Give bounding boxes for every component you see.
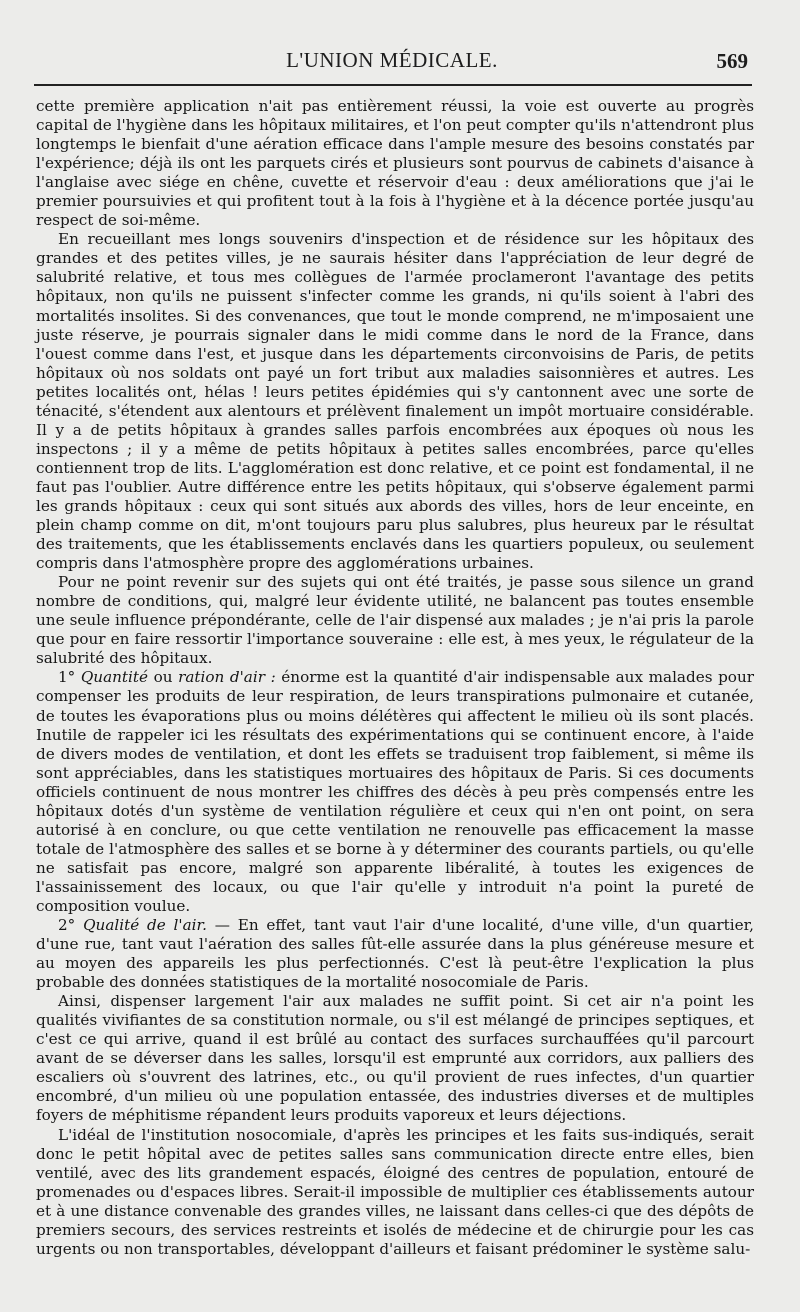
paragraph-air-quantity bbox=[36, 668, 754, 916]
paragraph-text: énorme est la quantité d'air indispensable aux malades pour compenser les produits de leur respiration, de leurs transpirations pulmonaire et cutanée, de toutes les évaporations plus ou moins délétères qui affectent le milieu où ils sont placés. Inutile de rappeler ici les résultats des expérimentations qui se continuent encore, à l'aide de divers modes de ventilation, et dont les effets se traduisent trop faiblement, si même ils sont appréciables, dans les statistiques mortuaires des hôpitaux de Paris. Si ces documents officiels continuent de nous montrer les chiffres des décès à peu près compensés entre les hôpitaux dotés d'un système de ventilation régulière et ceux qui n'en ont point, on sera autorisé à en conclure, ou que cette ventilation ne renouvelle pas efficacement la masse totale de l'atmosphère des salles et se borne à y déterminer des courants partiels, ou qu'elle ne satisfait pas encore, malgré son apparente libéralité, à toutes les exigences de l'assainissement des locaux, ou que l'air qu'elle y introduit n'a point la pureté de composition voulue. bbox=[36, 668, 754, 915]
paragraph-air-influence: Pour ne point revenir sur des sujets qui ont été traités, je passe sous silence un grand nombre de conditions, qui, malgré leur évidente utilité, ne balancent pas toutes ensemble une seule influence prépondérante, celle de l'air dispensé aux malades ; je n'ai pris la parole que pour en faire ressortir l'importance souveraine : elle est, à mes yeux, le régulateur de la salubrité des hôpitaux. bbox=[36, 573, 754, 668]
paragraph-air-quality bbox=[36, 916, 754, 992]
running-title: L'UNION MÉDICALE. bbox=[286, 48, 498, 72]
header-rule bbox=[34, 84, 752, 86]
heading-connector: ou bbox=[147, 668, 179, 687]
section-heading: Quantité bbox=[80, 668, 148, 687]
section-heading: Qualité de l'air. bbox=[83, 916, 207, 935]
paragraph-air-contamination: Ainsi, dispenser largement l'air aux malades ne suffit point. Si cet air n'a point les qualités vivifiantes de sa constitution normale, ou s'il est mélangé de principes septiques, et c'est ce qui arrive, quand il est brûlé au contact des surfaces surchauffées qu'il parcourt avant de se déverser dans les salles, lorsqu'il est emprunté aux corridors, aux palliers des escaliers où s'ouvrent des latrines, etc., ou qu'il provient de rues infectes, d'un quartier encombré, d'un milieu où une population entassée, des industries diverses et de multiples foyers de méphitisme répandent leurs produits vaporeux et leurs déjections. bbox=[36, 992, 754, 1125]
paragraph-text: — En effet, tant vaut l'air d'une localité, d'une ville, d'un quartier, d'une rue, tant vaut l'aération des salles fût-elle assurée dans la plus généreuse mesure et au moyen des appareils les plus perfectionnés. C'est là peut-être l'explication la plus probable des données statistiques de la mortalité nosocomiale de Paris. bbox=[36, 916, 754, 992]
paragraph-ideal-hospital: L'idéal de l'institution nosocomiale, d'après les principes et les faits sus-indiqués, serait donc le petit hôpital avec de petites salles sans communication directe entre elles, bien ventilé, avec des lits grandement espacés, éloigné des centres de population, entouré de promenades ou d'espaces libres. Serait-il impossible de multiplier ces établissements autour et à une distance convenable des grandes villes, ne laissant dans celles-ci que des dépôts de premiers secours, des services restreints et isolés de médecine et de chirurgie pour les cas urgents ou non transportables, développant d'ailleurs et faisant prédominer le système salu- bbox=[36, 1125, 754, 1258]
section-number: 2° bbox=[58, 916, 84, 935]
paragraph-continued: cette première application n'ait pas entièrement réussi, la voie est ouverte au progrès capital de l'hygiène dans les hôpitaux militaires, et l'on peut compter qu'ils n'attendront plus longtemps le bienfait d'une aération efficace dans l'ample mesure des besoins constatés par l'expérience; déjà ils ont les parquets cirés et plusieurs sont pourvus de cabinets d'aisance à l'anglaise avec siége en chêne, cuvette et réservoir d'eau : deux améliorations que j'ai le premier poursuivies et qui profitent tout à la fois à l'hygiène et à la décence portée jusqu'au respect de soi-même. bbox=[36, 97, 754, 230]
section-number: 1° bbox=[58, 668, 81, 687]
article-body bbox=[36, 97, 754, 1259]
page-number: 569 bbox=[716, 49, 748, 73]
running-header bbox=[36, 48, 748, 82]
paragraph-small-hospitals: En recueillant mes longs souvenirs d'inspection et de résidence sur les hôpitaux des grandes et des petites villes, je ne saurais hésiter dans l'appréciation de leur degré de salubrité relative, et tous mes collègues de l'armée proclameront l'avantage des petits hôpitaux, non qu'ils ne puissent s'infecter comme les grands, ni qu'ils soient à l'abri des mortalités insolites. Si des convenances, que tout le monde comprend, ne m'imposaient une juste réserve, je pourrais signaler dans le midi comme dans le nord de la France, dans l'ouest comme dans l'est, et jusque dans les départements circonvoisins de Paris, de petits hôpitaux où nos soldats ont payé un fort tribut aux maladies saisonnières et autres. Les petites localités ont, hélas ! leurs petites épidémies qui s'y cantonnent avec une sorte de ténacité, s'étendent aux alentours et prélèvent finalement un impôt mortuaire considérable. Il y a de petits hôpitaux à grandes salles parfois encombrées aux époques où nous les inspectons ; il y a même de petits hôpitaux à petites salles encombrées, parce qu'elles contiennent trop de lits. L'agglomération est donc relative, et ce point est fondamental, il ne faut pas l'oublier. Autre différence entre les petits hôpitaux, qui s'observe également parmi les grands hôpitaux : ceux qui sont situés aux abords des villes, hors de leur enceinte, en plein champ comme on dit, m'ont toujours paru plus salubres, plus heureux par le résultat des traitements, que les établissements enclavés dans les quartiers populeux, ou seulement compris dans l'atmosphère propre des agglomérations urbaines. bbox=[36, 230, 754, 573]
section-heading-continued: ration d'air : bbox=[178, 668, 276, 687]
